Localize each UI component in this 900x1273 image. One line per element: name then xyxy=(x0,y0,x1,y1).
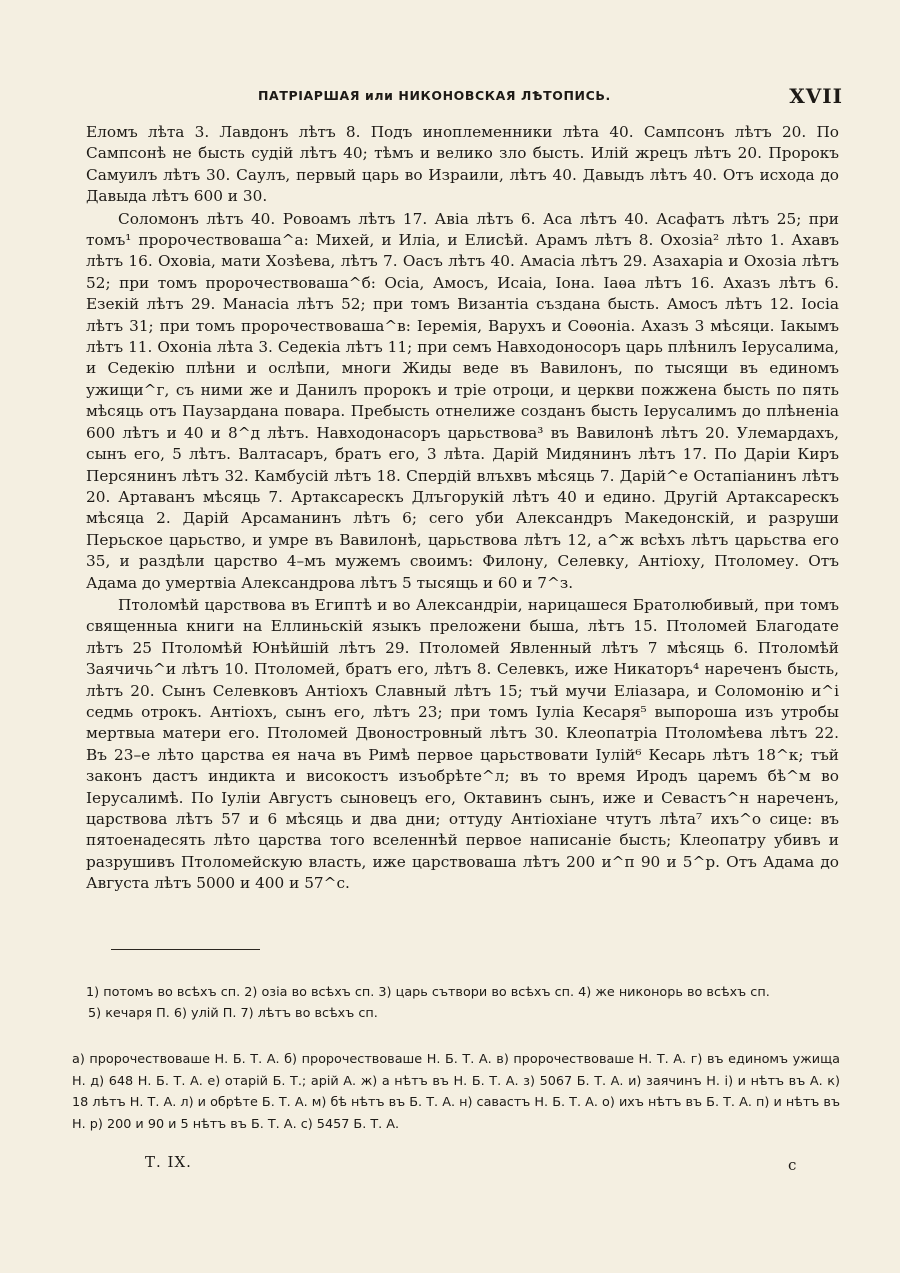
volume-signature: Т. IX. xyxy=(145,1153,192,1171)
footnote-divider xyxy=(111,949,260,950)
paragraph: Соломонъ лѣтъ 40. Ровоамъ лѣтъ 17. Авіа лѣтъ 6. Аса лѣтъ 40. Асафатъ лѣтъ 25; при томъ¹ пророчествоваша^а: Михей, и Иліа, и Елисѣй. Арамъ лѣтъ 8. Охозіа² лѣто 1. Ахавъ лѣтъ 16. Оховіа, мати Хозѣева, лѣтъ 7. Оасъ лѣтъ 40. Амасіа лѣтъ 29. Азахаріа и Охозіа лѣтъ 52; при томъ пророчествоваша^б: Осіа, Амосъ, Исаіа, Іона. Іаѳа лѣтъ 16. Ахазъ лѣтъ 6. Езекій лѣтъ 29. Манасіа лѣтъ 52; при томъ Византіа създана бысть. Амосъ лѣтъ 12. Іосіа лѣтъ 31; при томъ пророчествоваша^в: Іеремія, Варухъ и Соѳоніа. Ахазъ 3 мѣсяци. Іакымъ лѣтъ 11. Охоніа лѣта 3. Седекіа лѣтъ 11; при семъ Навходоносоръ царь плѣнилъ Іерусалима, и Седекію плѣни и ослѣпи, многи Жиды веде въ Вавилонъ, по тысящи въ единомъ ужищи^г, съ ними же и Данилъ пророкъ и тріе отроци, и церкви пожжена бысть по пять мѣсяць отъ Паузардана повара. Пребысть отнелиже созданъ бысть Іерусалимъ до плѣненіа 600 лѣтъ и 40 и 8^д лѣтъ. Навходонасоръ царьствова³ въ Вавилонѣ лѣтъ 20. Улемардахъ, сынъ его, 5 лѣтъ. Валтасаръ, братъ его, 3 лѣта. Дарій Мидянинъ лѣтъ 17. По Даріи Киръ Персянинъ лѣтъ 32. Камбусій лѣтъ 18. Спердій влъхвъ мѣсяць 7. Дарій^е Остапіанинъ лѣтъ 20. Артаванъ мѣсяць 7. Артаксарескъ Длъгорукій лѣтъ 40 и едино. Другій Артаксарескъ мѣсяца 2. Дарій Арсаманинъ лѣтъ 6; сего уби Александръ Македонскій, и разруши Перьское царьство, и умре въ Вавилонѣ, царьствова лѣтъ 12, а^ж всѣхъ лѣтъ царьства его 35, и раздѣли царство 4–мъ мужемъ своимъ: Филону, Селевку, Антіоху, Птоломеу. Отъ Адама до умертвіа Александрова лѣтъ 5 тысящь и 60 и 7^з. xyxy=(86,209,839,592)
sheet-mark: с xyxy=(788,1156,797,1174)
footnote-line: 5) кечаря П. 6) улій П. 7) лѣтъ во всѣхъ сп. xyxy=(88,1006,378,1021)
running-title: ПАТРІАРШАЯ или НИКОНОВСКАЯ ЛѢТОПИСЬ. xyxy=(258,88,611,103)
footnotes xyxy=(86,982,840,1024)
paragraph: Еломъ лѣта 3. Лавдонъ лѣтъ 8. Подъ иноплеменники лѣта 40. Сампсонъ лѣтъ 20. По Сампсонѣ не бысть судій лѣтъ 40; тѣмъ и велико зло бысть. Илій жрецъ лѣтъ 20. Пророкъ Самуилъ лѣтъ 30. Саулъ, первый царь во Израили, лѣтъ 40. Давыдъ лѣтъ 40. Отъ исхода до Давыда лѣтъ 600 и 30. xyxy=(86,123,839,206)
paragraph: Птоломѣй царствова въ Египтѣ и во Александріи, нарицашеся Братолюбивый, при томъ священныа книги на Еллиньскій языкъ преложени быша, лѣтъ 15. Птоломей Благодате лѣтъ 25 Птоломѣй Юнѣйшій лѣтъ 29. Птоломей Явленный лѣтъ 7 мѣсяць 6. Птоломѣй Заячичь^и лѣтъ 10. Птоломей, братъ его, лѣтъ 8. Селевкъ, иже Никаторъ⁴ нареченъ бысть, лѣтъ 20. Сынъ Селевковъ Антіохъ Славный лѣтъ 15; тъй мучи Еліазара, и Соломонію и^і седмь отрокъ. Антіохъ, сынъ его, лѣтъ 23; при томъ Іуліа Кесаря⁵ выпороша изъ утробы мертвыа матери его. Птоломей Двоностровный лѣтъ 30. Клеопатріа Птоломѣева лѣтъ 22. Въ 23–е лѣто царства ея нача въ Римѣ первое царьствовати Іулій⁶ Кесарь лѣтъ 18^к; тъй законъ дастъ индикта и високостъ изъобрѣте^л; въ то время Иродъ царемъ бѣ^м во Іерусалимѣ. По Іуліи Августъ сыновецъ его, Октавинъ сынъ, иже и Севастъ^н нареченъ, царствова лѣтъ 57 и 6 мѣсяць и два дни; оттуду Антіохіане чтутъ лѣта⁷ ихъ^о сице: въ пятоенадесять лѣто царства того вселеннѣй первое написаніе бысть; Клеопатру убивъ и разрушивъ Птоломейскую власть, иже царствоваша лѣтъ 200 и^п 90 и 5^р. Отъ Адама до Августа лѣтъ 5000 и 400 и 57^с. xyxy=(86,595,839,893)
page-header xyxy=(0,84,900,112)
footnote-line: 1) потомъ во всѣхъ сп. 2) озіа во всѣхъ сп. 3) царь сътвори во всѣхъ сп. 4) же никонорь во всѣхъ сп. xyxy=(86,985,770,1000)
page-number: XVII xyxy=(789,84,843,108)
variant-readings-text: а) пророчествоваше Н. Б. Т. А. б) пророчествоваше Н. Б. Т. А. в) пророчествоваше Н. Т. А. г) въ единомъ ужища Н. д) 648 Н. Б. Т. А. е) отарій Б. Т.; арій А. ж) а нѣтъ въ Н. Б. Т. А. з) 5067 Б. Т. А. и) заячинъ Н. і) и нѣтъ въ А. к) 18 лѣтъ Н. Т. А. л) и обрѣте Б. Т. А. м) бѣ нѣтъ въ Б. Т. А. н) савастъ Н. Б. Т. А. о) ихъ нѣтъ въ Б. Т. А. п) и нѣтъ въ Н. р) 200 и 90 и 5 нѣтъ въ Б. Т. А. с) 5457 Б. Т. А. xyxy=(72,1052,840,1132)
main-text xyxy=(86,122,839,896)
variant-readings xyxy=(72,1049,840,1135)
